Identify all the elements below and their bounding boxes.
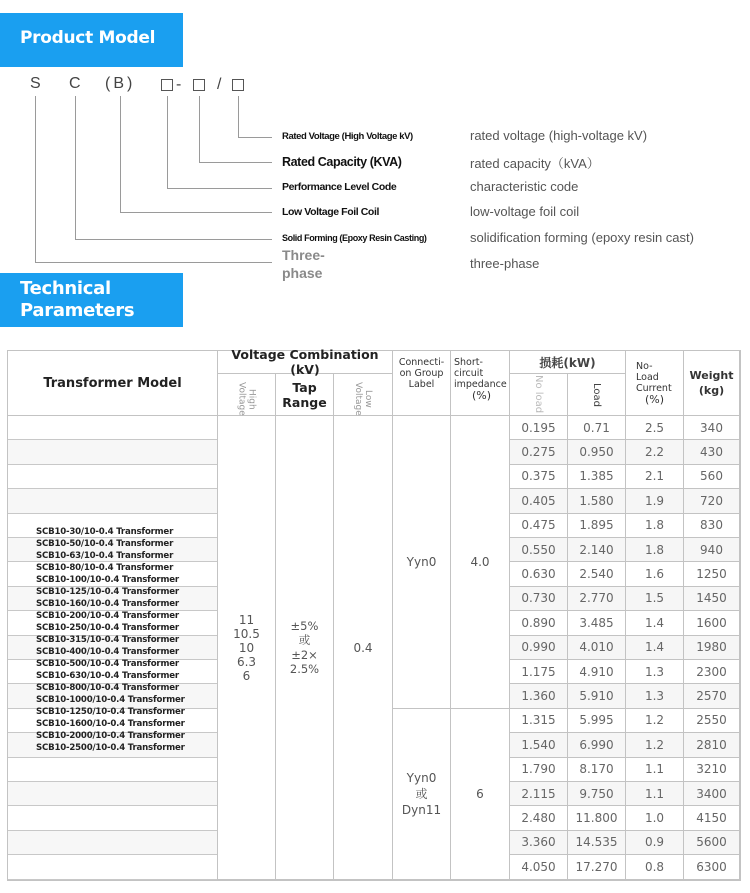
tap-range-values: ±5% 或 ±2× 2.5% bbox=[276, 416, 334, 880]
tree-line bbox=[120, 212, 272, 213]
connection-group-2: Yyn0 或 Dyn11 bbox=[393, 709, 451, 880]
impedance-group-2: 6 bbox=[451, 709, 510, 880]
def-rated-voltage-translation: rated voltage (high-voltage kV) bbox=[470, 128, 648, 143]
table-cell-current: 1.4 bbox=[626, 611, 684, 635]
table-cell-load: 5.910 bbox=[568, 684, 626, 708]
code-letter-c: C bbox=[69, 75, 81, 92]
code-letter-b: (B) bbox=[105, 75, 136, 92]
table-cell-load: 14.535 bbox=[568, 831, 626, 855]
table-cell-load: 0.71 bbox=[568, 416, 626, 440]
header-transformer-model: Transformer Model bbox=[8, 351, 218, 416]
table-cell-load: 4.010 bbox=[568, 636, 626, 660]
table-cell-no-load: 1.540 bbox=[510, 733, 568, 757]
model-name: SCB10-160/10-0.4 Transformer bbox=[36, 599, 179, 609]
model-name: SCB10-200/10-0.4 Transformer bbox=[36, 611, 179, 621]
model-name: SCB10-800/10-0.4 Transformer bbox=[36, 683, 179, 693]
header-low-voltage: Low Voltage bbox=[334, 374, 393, 416]
table-cell-load: 6.990 bbox=[568, 733, 626, 757]
table-cell-no-load: 0.195 bbox=[510, 416, 568, 440]
table-row bbox=[8, 831, 217, 855]
model-name: SCB10-250/10-0.4 Transformer bbox=[36, 623, 179, 633]
low-voltage-value: 0.4 bbox=[334, 416, 393, 880]
tree-line bbox=[167, 188, 272, 189]
table-cell-weight: 2570 bbox=[684, 684, 740, 708]
table-cell-weight: 940 bbox=[684, 538, 740, 562]
def-rated-capacity-translation: rated capacity（kVA） bbox=[470, 156, 600, 171]
table-cell-no-load: 0.375 bbox=[510, 465, 568, 489]
table-cell-current: 1.9 bbox=[626, 489, 684, 513]
header-tap-range: Tap Range bbox=[276, 374, 334, 416]
def-performance-code: Performance Level Code bbox=[282, 181, 397, 193]
model-name: SCB10-2500/10-0.4 Transformer bbox=[36, 743, 185, 753]
table-cell-no-load: 0.550 bbox=[510, 538, 568, 562]
code-dash: - bbox=[176, 76, 182, 93]
table-cell-no-load: 1.315 bbox=[510, 709, 568, 733]
table-row bbox=[8, 782, 217, 806]
tree-line bbox=[167, 96, 168, 189]
table-cell-current: 1.8 bbox=[626, 514, 684, 538]
table-cell-current: 2.2 bbox=[626, 440, 684, 464]
table-cell-load: 3.485 bbox=[568, 611, 626, 635]
header-connection-group: Connecti- on Group Label bbox=[393, 351, 451, 416]
table-cell-weight: 1250 bbox=[684, 562, 740, 586]
table-cell-load: 2.540 bbox=[568, 562, 626, 586]
model-name: SCB10-2000/10-0.4 Transformer bbox=[36, 731, 185, 741]
tree-line bbox=[199, 96, 200, 163]
table-cell-weight: 1450 bbox=[684, 587, 740, 611]
table-cell-weight: 6300 bbox=[684, 855, 740, 879]
table-cell-current: 1.0 bbox=[626, 806, 684, 830]
technical-parameters-banner: Technical Parameters bbox=[0, 273, 183, 327]
table-cell-current: 1.3 bbox=[626, 684, 684, 708]
connection-group-1: Yyn0 bbox=[393, 416, 451, 709]
table-cell-current: 0.8 bbox=[626, 855, 684, 879]
table-cell-no-load: 1.175 bbox=[510, 660, 568, 684]
table-cell-no-load: 1.360 bbox=[510, 684, 568, 708]
table-row bbox=[8, 855, 217, 879]
table-cell-weight: 2550 bbox=[684, 709, 740, 733]
table-cell-no-load: 0.275 bbox=[510, 440, 568, 464]
header-weight: Weight (kg) bbox=[684, 351, 740, 416]
table-cell-no-load: 0.405 bbox=[510, 489, 568, 513]
table-cell-load: 1.895 bbox=[568, 514, 626, 538]
def-solid-forming: Solid Forming (Epoxy Resin Casting) bbox=[282, 233, 427, 243]
table-cell-weight: 4150 bbox=[684, 806, 740, 830]
code-placeholder-box bbox=[193, 79, 205, 91]
table-cell-current: 1.5 bbox=[626, 587, 684, 611]
table-cell-load: 5.995 bbox=[568, 709, 626, 733]
table-row bbox=[8, 806, 217, 830]
table-cell-current: 1.4 bbox=[626, 636, 684, 660]
table-cell-current: 0.9 bbox=[626, 831, 684, 855]
technical-parameters-title: Technical bbox=[20, 278, 111, 299]
table-cell-current: 1.1 bbox=[626, 782, 684, 806]
table-cell-load: 1.385 bbox=[568, 465, 626, 489]
model-name: SCB10-630/10-0.4 Transformer bbox=[36, 671, 179, 681]
table-cell-no-load: 0.730 bbox=[510, 587, 568, 611]
table-cell-weight: 2810 bbox=[684, 733, 740, 757]
table-row bbox=[8, 758, 217, 782]
header-high-voltage: High Voltage bbox=[218, 374, 276, 416]
tree-line bbox=[199, 162, 272, 163]
table-cell-current: 1.6 bbox=[626, 562, 684, 586]
table-cell-no-load: 2.480 bbox=[510, 806, 568, 830]
table-cell-load: 17.270 bbox=[568, 855, 626, 879]
table-cell-no-load: 0.630 bbox=[510, 562, 568, 586]
model-name: SCB10-1000/10-0.4 Transformer bbox=[36, 695, 185, 705]
table-cell-no-load: 0.475 bbox=[510, 514, 568, 538]
table-cell-weight: 1600 bbox=[684, 611, 740, 635]
technical-parameters-table bbox=[7, 347, 741, 881]
tree-line bbox=[35, 96, 36, 263]
table-row bbox=[8, 416, 217, 440]
table-cell-load: 4.910 bbox=[568, 660, 626, 684]
model-name: SCB10-1250/10-0.4 Transformer bbox=[36, 707, 185, 717]
tree-line bbox=[120, 96, 121, 213]
table-cell-current: 1.8 bbox=[626, 538, 684, 562]
code-slash: / bbox=[217, 76, 222, 93]
product-model-banner bbox=[0, 13, 183, 67]
table-cell-no-load: 1.790 bbox=[510, 758, 568, 782]
table-cell-current: 1.1 bbox=[626, 758, 684, 782]
model-name: SCB10-400/10-0.4 Transformer bbox=[36, 647, 179, 657]
def-performance-code-translation: characteristic code bbox=[470, 179, 579, 194]
def-low-voltage-foil-translation: low-voltage foil coil bbox=[470, 204, 580, 219]
header-no-load-current: No- Load Current (%) bbox=[626, 351, 684, 416]
tree-line bbox=[238, 137, 272, 138]
table-cell-no-load: 0.890 bbox=[510, 611, 568, 635]
tree-line bbox=[75, 96, 76, 240]
table-cell-weight: 5600 bbox=[684, 831, 740, 855]
model-name: SCB10-100/10-0.4 Transformer bbox=[36, 575, 179, 585]
def-three-phase: Three- phase bbox=[282, 247, 325, 281]
table-cell-weight: 560 bbox=[684, 465, 740, 489]
tree-line bbox=[35, 262, 272, 263]
table-cell-weight: 830 bbox=[684, 514, 740, 538]
table-cell-load: 11.800 bbox=[568, 806, 626, 830]
table-cell-weight: 720 bbox=[684, 489, 740, 513]
def-three-phase-translation: three-phase bbox=[470, 256, 540, 271]
model-name: SCB10-50/10-0.4 Transformer bbox=[36, 539, 174, 549]
model-name: SCB10-1600/10-0.4 Transformer bbox=[36, 719, 185, 729]
header-voltage-combination: Voltage Combination (kV) bbox=[218, 351, 393, 374]
table-cell-current: 1.3 bbox=[626, 660, 684, 684]
table-cell-no-load: 4.050 bbox=[510, 855, 568, 879]
def-rated-capacity: Rated Capacity (KVA) bbox=[282, 155, 402, 169]
table-cell-weight: 430 bbox=[684, 440, 740, 464]
def-low-voltage-foil: Low Voltage Foil Coil bbox=[282, 206, 379, 218]
table-cell-load: 2.770 bbox=[568, 587, 626, 611]
table-cell-current: 1.2 bbox=[626, 709, 684, 733]
model-name: SCB10-125/10-0.4 Transformer bbox=[36, 587, 179, 597]
table-cell-no-load: 0.990 bbox=[510, 636, 568, 660]
table-row bbox=[8, 465, 217, 489]
def-rated-voltage: Rated Voltage (High Voltage kV) bbox=[282, 131, 413, 142]
model-list bbox=[36, 526, 185, 754]
table-cell-current: 2.5 bbox=[626, 416, 684, 440]
impedance-group-1: 4.0 bbox=[451, 416, 510, 709]
code-placeholder-box bbox=[232, 79, 244, 91]
def-solid-forming-translation: solidification forming (epoxy resin cast) bbox=[470, 230, 694, 245]
table-cell-load: 2.140 bbox=[568, 538, 626, 562]
tree-line bbox=[238, 96, 239, 138]
model-name: SCB10-80/10-0.4 Transformer bbox=[36, 563, 174, 573]
header-short-circuit-impedance: Short- circuit impedance (%) bbox=[451, 351, 510, 416]
product-model-title: Product Model bbox=[20, 28, 156, 48]
table-cell-weight: 1980 bbox=[684, 636, 740, 660]
model-name: SCB10-30/10-0.4 Transformer bbox=[36, 527, 174, 537]
code-letter-s: S bbox=[30, 75, 41, 92]
header-load-loss: Load bbox=[568, 374, 626, 416]
model-name: SCB10-63/10-0.4 Transformer bbox=[36, 551, 174, 561]
tree-line bbox=[75, 239, 272, 240]
table-cell-weight: 3400 bbox=[684, 782, 740, 806]
table-row bbox=[8, 489, 217, 513]
table-cell-weight: 2300 bbox=[684, 660, 740, 684]
code-placeholder-box bbox=[161, 79, 173, 91]
header-no-load-loss: No load bbox=[510, 374, 568, 416]
table-cell-no-load: 3.360 bbox=[510, 831, 568, 855]
table-cell-no-load: 2.115 bbox=[510, 782, 568, 806]
table-row bbox=[8, 440, 217, 464]
table-cell-load: 9.750 bbox=[568, 782, 626, 806]
table-cell-current: 1.2 bbox=[626, 733, 684, 757]
model-name: SCB10-500/10-0.4 Transformer bbox=[36, 659, 179, 669]
table-cell-weight: 340 bbox=[684, 416, 740, 440]
high-voltage-values: 11 10.5 10 6.3 6 bbox=[218, 416, 276, 880]
table-cell-load: 8.170 bbox=[568, 758, 626, 782]
table-cell-current: 2.1 bbox=[626, 465, 684, 489]
table-cell-load: 1.580 bbox=[568, 489, 626, 513]
model-name: SCB10-315/10-0.4 Transformer bbox=[36, 635, 179, 645]
table-cell-load: 0.950 bbox=[568, 440, 626, 464]
header-loss: 损耗(kW) bbox=[510, 351, 626, 374]
table-cell-weight: 3210 bbox=[684, 758, 740, 782]
